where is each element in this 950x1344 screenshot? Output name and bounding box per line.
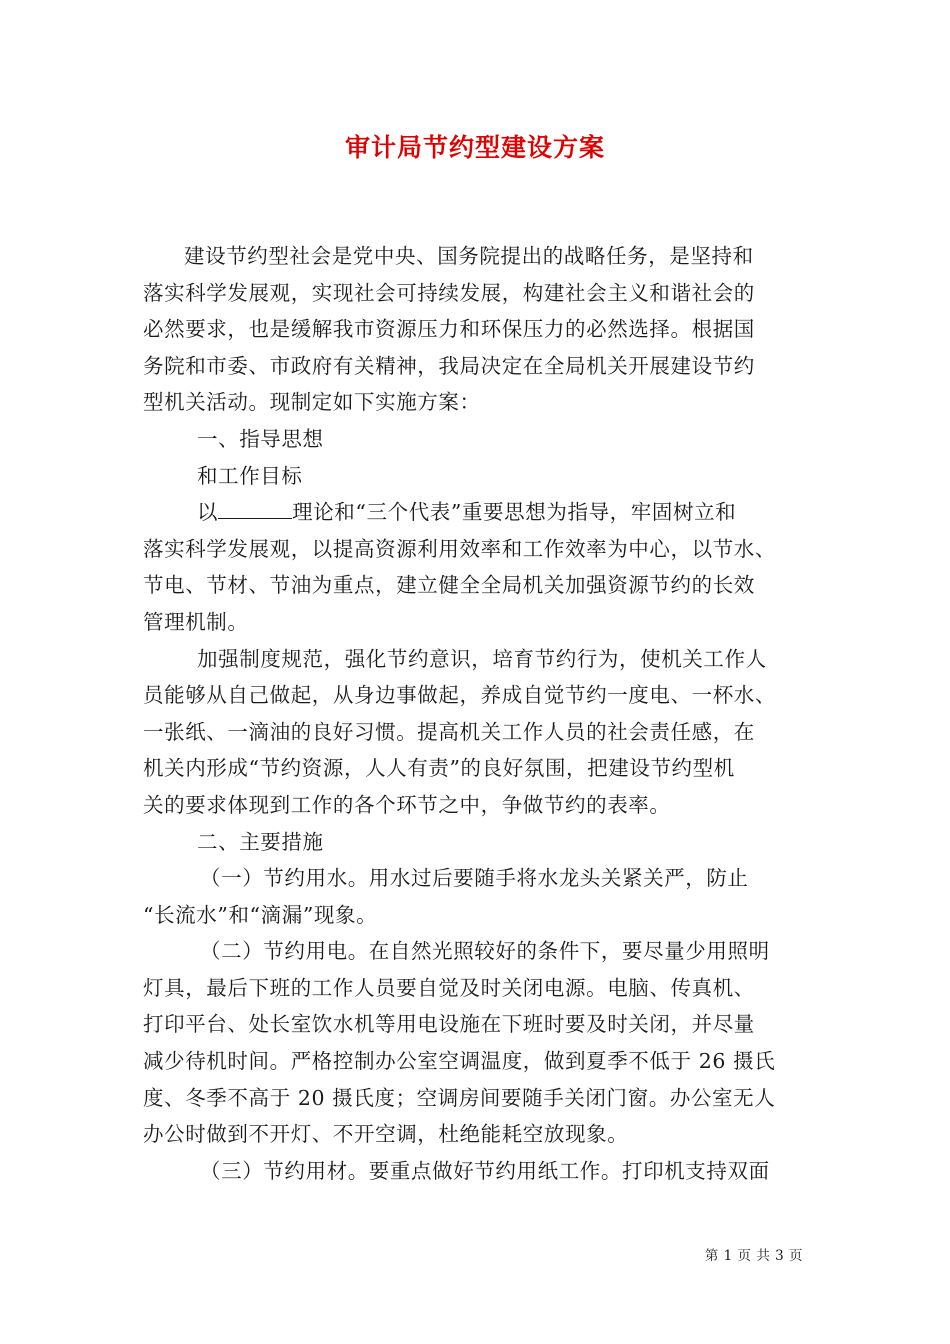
- paragraph-line: 落实科学发展观，实现社会可持续发展，构建社会主义和谐社会的: [143, 280, 755, 305]
- paragraph-line: 灯具，最后下班的工作人员要自觉及时关闭电源。电脑、传真机、: [143, 975, 755, 1000]
- paragraph-line: 必然要求，也是缓解我市资源压力和环保压力的必然选择。根据国: [143, 317, 755, 342]
- paragraph-line: （三）节约用材。要重点做好节约用纸工作。打印机支持双面: [200, 1158, 770, 1183]
- paragraph-line: 关的要求体现到工作的各个环节之中，争做节约的表率。: [143, 792, 671, 817]
- paragraph-line: 管理机制。: [143, 609, 249, 634]
- document-body: [143, 238, 811, 1189]
- paragraph-line: 型机关活动。现制定如下实施方案：: [143, 390, 481, 415]
- section-heading: 二、主要措施: [197, 829, 324, 854]
- section-heading: 一、指导思想: [197, 426, 324, 451]
- paragraph-line: 办公时做到不开灯、不开空调，杜绝能耗空放现象。: [143, 1122, 629, 1147]
- paragraph-line: 员能够从自己做起，从身边事做起，养成自觉节约一度电、一杯水、: [143, 683, 776, 708]
- paragraph-line: 一张纸、一滴油的良好习惯。提高机关工作人员的社会责任感，在: [143, 719, 755, 744]
- paragraph-line: （二）节约用电。在自然光照较好的条件下，要尽量少用照明: [200, 939, 770, 964]
- paragraph-line: 加强制度规范，强化节约意识，培育节约行为，使机关工作人: [197, 646, 767, 671]
- paragraph-line: （一）节约用水。用水过后要随手将水龙头关紧关严，防止: [200, 866, 749, 891]
- inline-text: 以: [197, 500, 219, 525]
- paragraph-line: 度、冬季不高于 20 摄氏度；空调房间要随手关闭门窗。办公室无人: [143, 1085, 776, 1110]
- paragraph-line: 机关内形成“节约资源，人人有责”的良好氛围，把建设节约型机: [143, 756, 735, 781]
- page-title: 审计局节约型建设方案: [344, 133, 605, 162]
- page-number-footer: 第 1 页 共 3 页: [704, 1248, 803, 1264]
- paragraph-line: 建设节约型社会是党中央、国务院提出的战略任务，是坚持和: [184, 244, 754, 268]
- paragraph-line: 务院和市委、市政府有关精神，我局决定在全局机关开展建设节约: [143, 353, 755, 378]
- paragraph-line: “长流水”和“滴漏”现象。: [143, 902, 378, 927]
- paragraph-line: [143, 494, 811, 531]
- paragraph-line: 减少待机时间。严格控制办公室空调温度，做到夏季不低于 26 摄氏: [143, 1049, 776, 1074]
- paragraph-line: 节电、节材、节油为重点，建立健全全局机关加强资源节约的长效: [143, 573, 755, 598]
- inline-text: 理论和“三个代表”重要思想为指导，牢固树立和: [292, 500, 737, 525]
- paragraph-line: 打印平台、处长室饮水机等用电设施在下班时要及时关闭，并尽量: [143, 1012, 755, 1037]
- paragraph-line: 落实科学发展观，以提高资源利用效率和工作效率为中心，以节水、: [143, 536, 776, 561]
- section-heading: 和工作目标: [197, 463, 303, 488]
- blank-underline: [218, 498, 292, 519]
